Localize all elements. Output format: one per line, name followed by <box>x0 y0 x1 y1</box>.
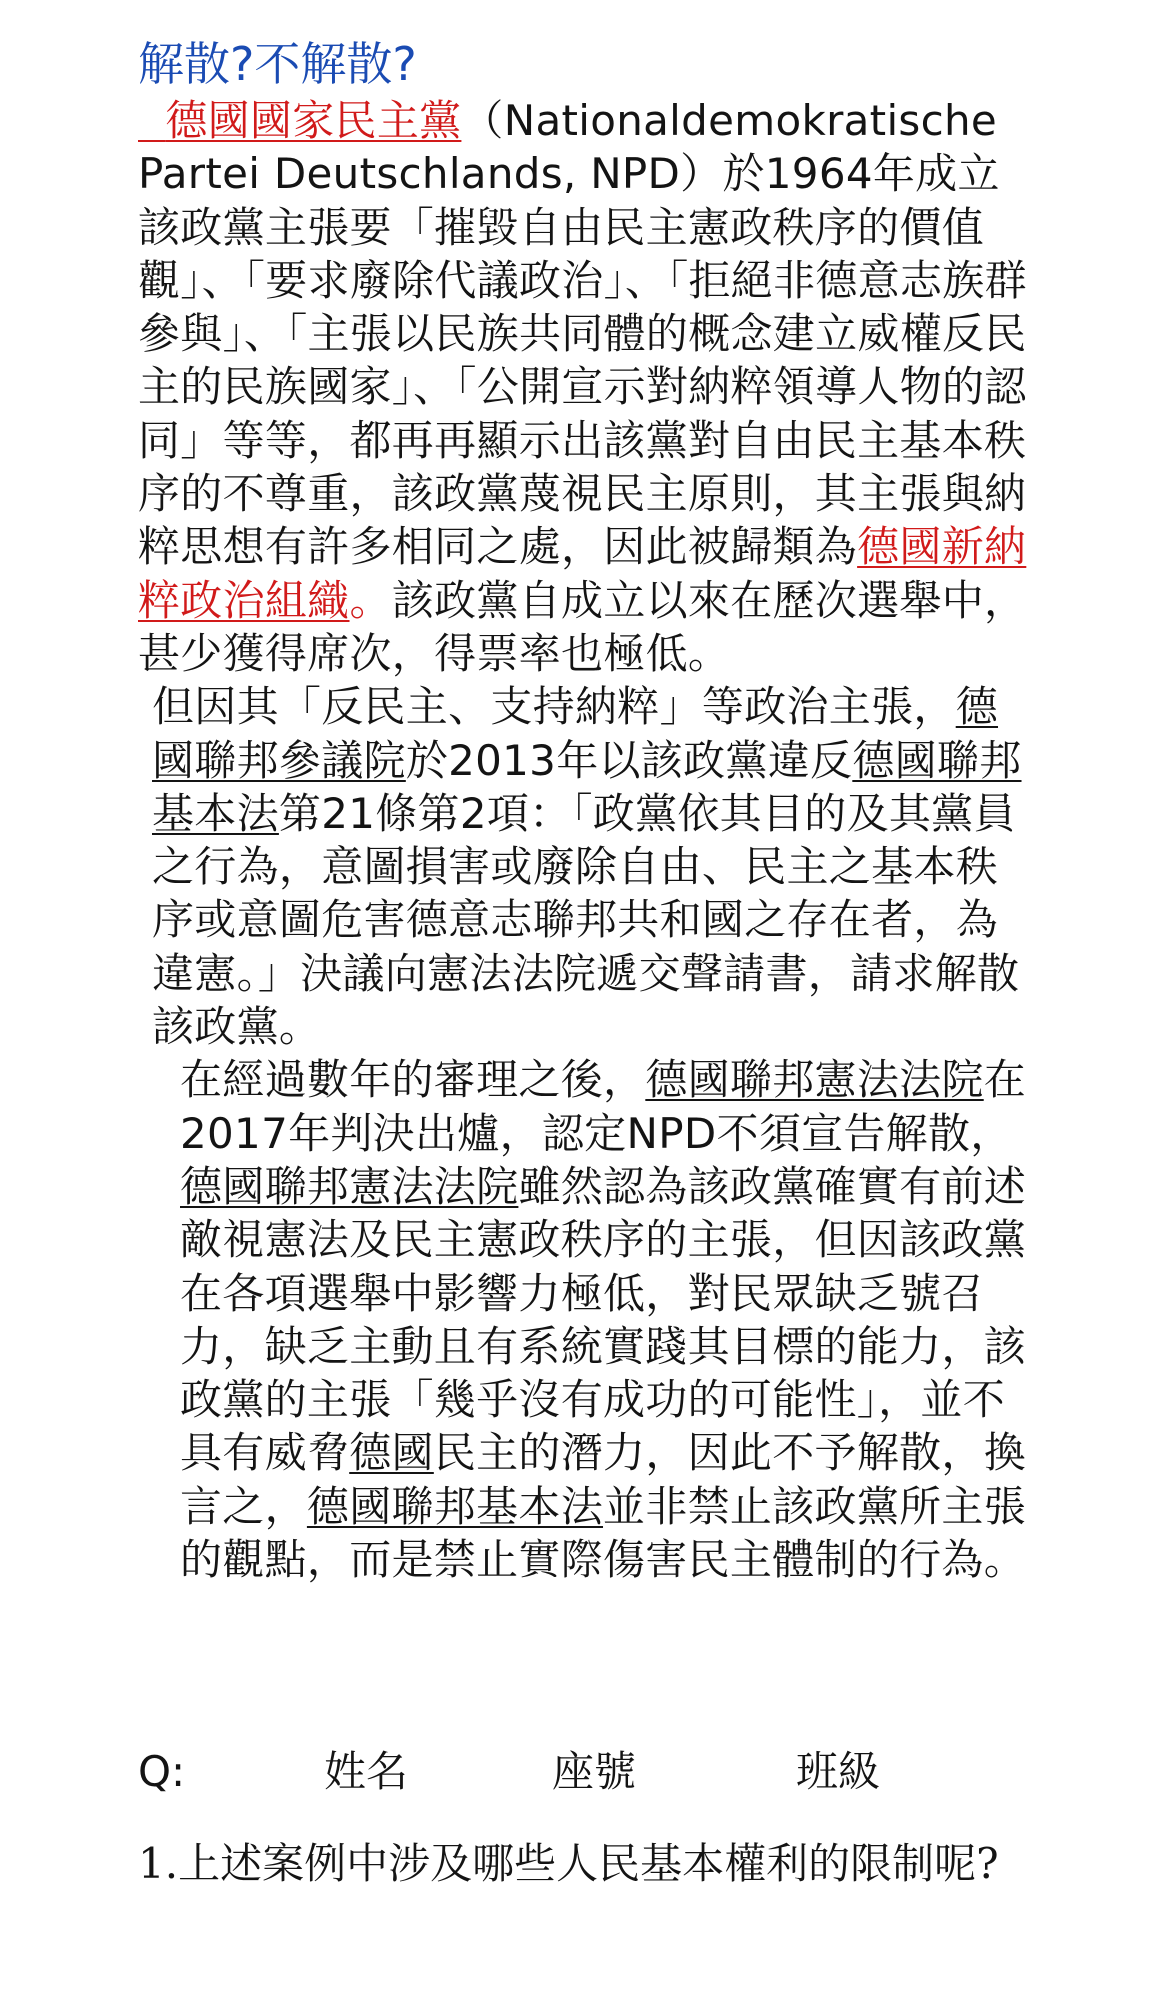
neo-nazi-link-text: 德國新納粹政治組織 <box>138 522 1027 625</box>
question-header-row <box>138 1742 1038 1802</box>
paragraph-court-ruling <box>138 1053 1038 1586</box>
question-1: 1.上述案例中涉及哪些人民基本權利的限制呢? <box>138 1839 999 1888</box>
document-body <box>138 34 1038 1586</box>
constitutional-court-link-1[interactable]: 德國聯邦憲法法院 <box>645 1055 984 1105</box>
seat-label: 座號 <box>552 1747 637 1796</box>
intro-text-2: 該政黨自成立以來在歷次選舉中，甚少獲得席次，得票率也極低。 <box>138 575 1027 678</box>
ruling-text-1: 在經過數年的審理之後， <box>180 1055 646 1105</box>
q-label: Q: <box>138 1747 186 1796</box>
germany-link[interactable]: 德國 <box>349 1428 434 1478</box>
page-title: 解散?不解散? <box>138 37 417 91</box>
ruling-text-2: 在2017年判決出爐，認定NPD不須宣告解散， <box>180 1055 1027 1158</box>
bundesrat-text-2: 於2013年以該政黨違反 <box>405 735 853 785</box>
lead-space <box>138 96 165 145</box>
ruling-text-4: 民主的潛力，因此不予解散，換言之， <box>180 1428 1027 1531</box>
ruling-text-3: 雖然認為該政黨確實有前述敵視憲法及民主憲政秩序的主張，但因該政黨在各項選舉中影響力極低，對民眾缺乏號召力，缺乏主動且有系統實踐其目標的能力，該政黨的主張「幾乎沒有成功的可能性」，並不具有威脅 <box>180 1161 1027 1478</box>
bundesrat-link[interactable]: 德國聯邦參議院 <box>152 682 999 785</box>
bundesrat-text-1: 但因其「反民主、支持納粹」等政治主張， <box>152 682 956 732</box>
ruling-text-5: 並非禁止該政黨所主張的觀點，而是禁止實際傷害民主體制的行為。 <box>180 1481 1027 1585</box>
name-label: 姓名 <box>324 1747 409 1796</box>
intro-text-1: （Nationaldemokratische Partei Deutschlands, NPD）於1964年成立該政黨主張要「摧毀自由民主憲政秩序的價值觀」、「要求廢除代議政治」、「拒絕非德意志族群參與」、「主張以民族共同體的概念建立威權反民主的民族國家」、「公開宣示對納粹領導人物的認同」等等，都再再顯示出該黨對自由民主基本秩序的不尊重，該政黨蔑視民主原則，其主張與納粹思想有許多相同之處，因此被歸類為 <box>138 96 1027 572</box>
constitutional-court-link-2[interactable]: 德國聯邦憲法法院 <box>180 1161 519 1211</box>
party-name-link[interactable] <box>138 96 461 145</box>
paragraph-intro <box>138 94 1038 680</box>
class-label: 班級 <box>796 1747 881 1796</box>
paragraph-bundesrat <box>138 680 1038 1053</box>
party-name-text: 德國國家民主黨 <box>165 96 462 145</box>
bundesrat-text-3: 第21條第2項：「政黨依其目的及其黨員之行為，意圖損害或廢除自由、民主之基本秩序或意圖危害德意志聯邦共和國之存在者，為違憲。」決議向憲法法院遞交聲請書，請求解散該政黨。 <box>152 788 1020 1052</box>
basic-law-link-2[interactable]: 德國聯邦基本法 <box>306 1481 604 1531</box>
neo-nazi-period: 。 <box>349 575 392 625</box>
basic-law-link[interactable]: 德國聯邦基本法 <box>152 735 1022 838</box>
